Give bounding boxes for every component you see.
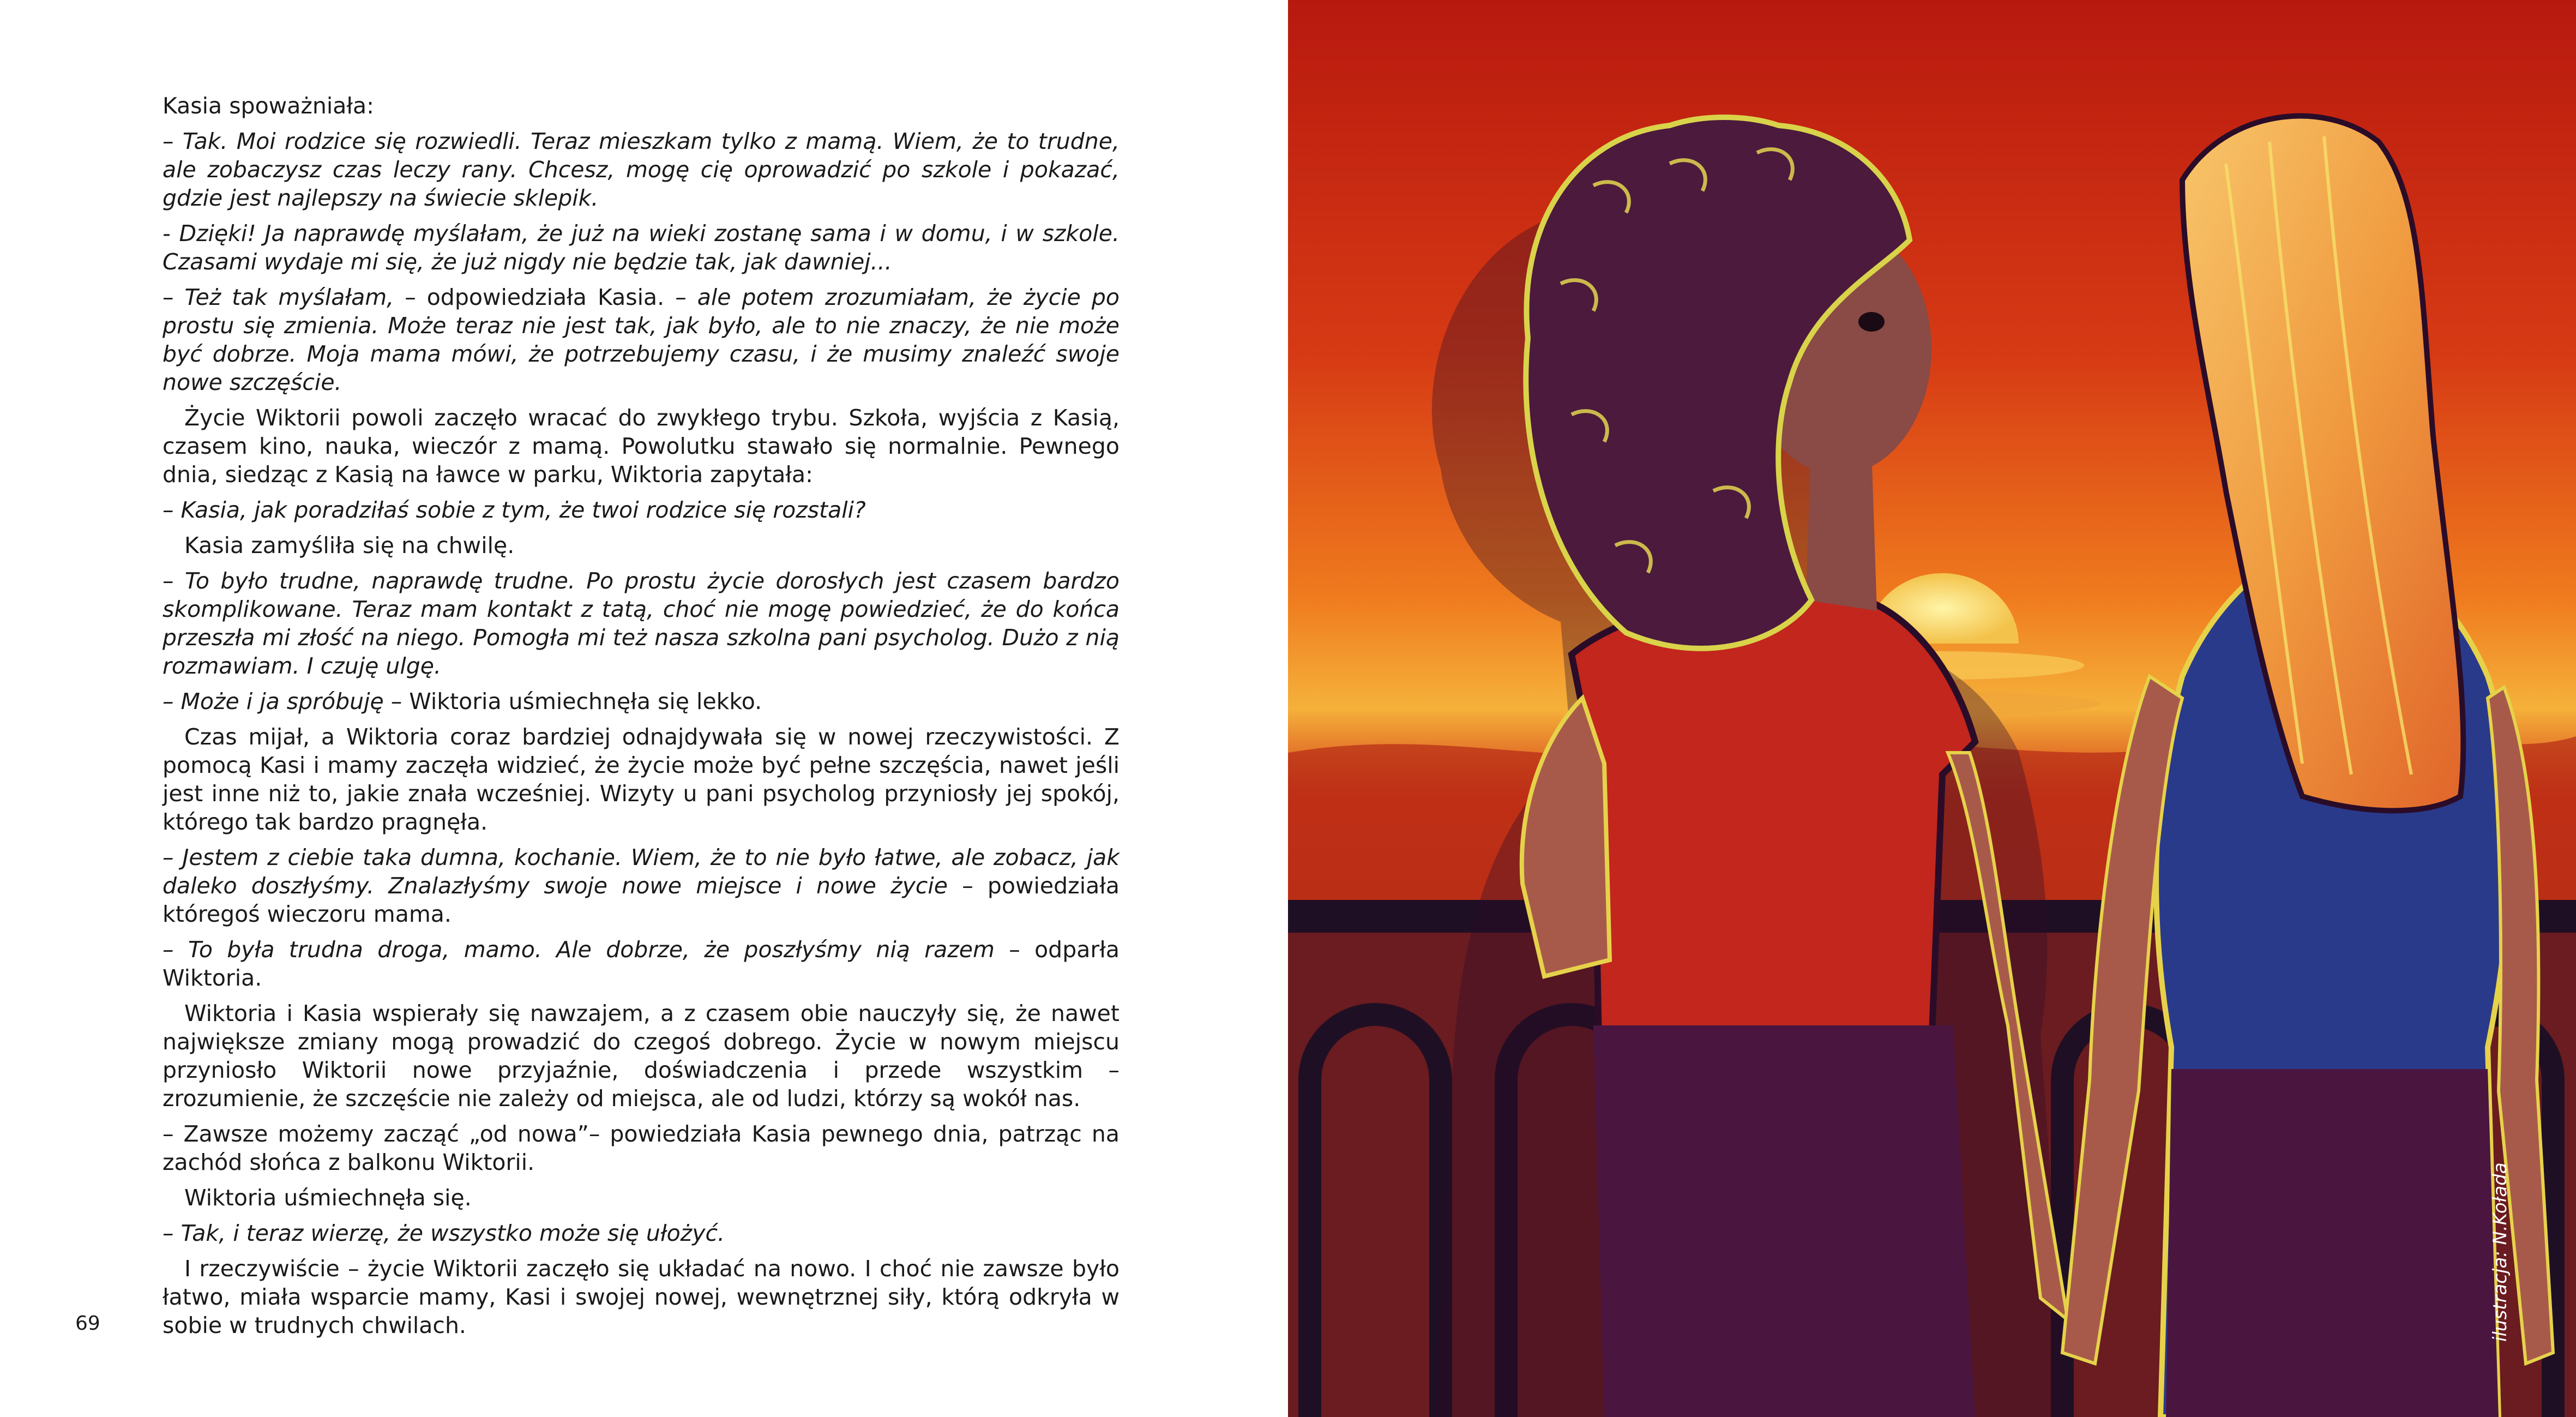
paragraph: I rzeczywiście – życie Wiktorii zaczęło się układać na nowo. I choć nie zawsze było łatwo, miała wsparcie mamy, Kasi i swojej nowej, wewnętrznej siły, którą odkryła w sobie w trudnych chwilach. xyxy=(162,1256,1120,1338)
paragraph xyxy=(162,283,1120,397)
story-text xyxy=(162,92,1120,1347)
dialogue-span: – Jestem z ciebie taka dumna, kochanie. Wiem, że to nie było łatwe, ale zobacz, jak daleko doszłyśmy. Znalazłyśmy swoje nowe miejsce i nowe życie xyxy=(162,844,1120,899)
dialogue-span: – To była trudna droga, mamo. Ale dobrze, że poszłyśmy nią razem xyxy=(162,936,1009,963)
paragraph: – Tak, i teraz wierzę, że wszystko może się ułożyć. xyxy=(162,1220,725,1246)
dialogue-span: – Też tak myślałam, xyxy=(162,284,405,310)
paragraph: – Kasia, jak poradziłaś sobie z tym, że twoi rodzice się rozstali? xyxy=(162,497,866,523)
illustration-credit: ilustracja: N.Kołada xyxy=(2489,1162,2511,1342)
paragraph: Wiktoria i Kasia wspierały się nawzajem, a z czasem obie nauczyły się, że nawet największe zmiany mogą prowadzić do czegoś dobrego. Życie w nowym miejscu przyniosło Wiktorii nowe przyjaźnie, doświadczenia i przede wszystkim – zrozumienie, że szczęście nie zależy od miejsca, ale od ludzi, którzy są wokół nas. xyxy=(162,1000,1120,1112)
page-number: 69 xyxy=(75,1312,100,1335)
paragraph xyxy=(162,687,1120,716)
paragraph: Kasia spoważniała: xyxy=(162,93,374,119)
illustration-page xyxy=(1288,0,2576,1417)
narration-span: – powiedziała któregoś wieczoru mama. xyxy=(162,873,1120,927)
paragraph: Wiktoria uśmiechnęła się. xyxy=(184,1185,472,1211)
paragraph xyxy=(162,935,1120,992)
narration-span: – odparła Wiktoria. xyxy=(162,936,1120,991)
narration-span: – Wiktoria uśmiechnęła się lekko. xyxy=(390,688,762,714)
dialogue-span: – ale potem zrozumiałam, że życie po prostu się zmienia. Może teraz nie jest tak, jak było, ale to nie znaczy, że nie może być dobrze. Moja mama mówi, że potrzebujemy czasu, i że musimy znaleźć swoje nowe szczęście. xyxy=(162,284,1120,395)
paragraph: Czas mijał, a Wiktoria coraz bardziej odnajdywała się w nowej rzeczywistości. Z pomocą Kasi i mamy zaczęła widzieć, że życie może być pełne szczęścia, nawet jeśli jest inne niż to, jakie znała wcześniej. Wizyty u pani psycholog przyniosły jej spokój, którego tak bardzo pragnęła. xyxy=(162,724,1120,835)
paragraph: Życie Wiktorii powoli zaczęło wracać do zwykłego trybu. Szkoła, wyjścia z Kasią, czasem kino, nauka, wieczór z mamą. Powolutku stawało się normalnie. Pewnego dnia, siedząc z Kasią na ławce w parku, Wiktoria zapytała: xyxy=(162,405,1120,488)
dialogue-span: – Może i ja spróbuję xyxy=(162,688,391,714)
paragraph: – Zawsze możemy zacząć „od nowa”– powiedziała Kasia pewnego dnia, patrząc na zachód słońca z balkonu Wiktorii. xyxy=(162,1121,1120,1175)
narration-span: – odpowiedziała Kasia. xyxy=(405,284,676,310)
paragraph xyxy=(162,843,1120,928)
paragraph: - Dzięki! Ja naprawdę myślałam, że już na wieki zostanę sama i w domu, i w szkole. Czasami wydaje mi się, że już nigdy nie będzie tak, jak dawniej... xyxy=(162,220,1120,275)
paragraph: Kasia zamyśliła się na chwilę. xyxy=(184,532,515,559)
paragraph: – Tak. Moi rodzice się rozwiedli. Teraz mieszkam tylko z mamą. Wiem, że to trudne, ale zobaczysz czas leczy rany. Chcesz, mogę cię oprowadzić po szkole i pokazać, gdzie jest najlepszy na świecie sklepik. xyxy=(162,128,1120,211)
illustration-two-girls-sunset-icon xyxy=(1288,0,2576,1417)
paragraph: – To było trudne, naprawdę trudne. Po prostu życie dorosłych jest czasem bardzo skomplikowane. Teraz mam kontakt z tatą, choć nie mogę powiedzieć, że do końca przeszła mi złość na niego. Pomogła mi też nasza szkolna pani psycholog. Dużo z nią rozmawiam. I czuję ulgę. xyxy=(162,568,1120,679)
